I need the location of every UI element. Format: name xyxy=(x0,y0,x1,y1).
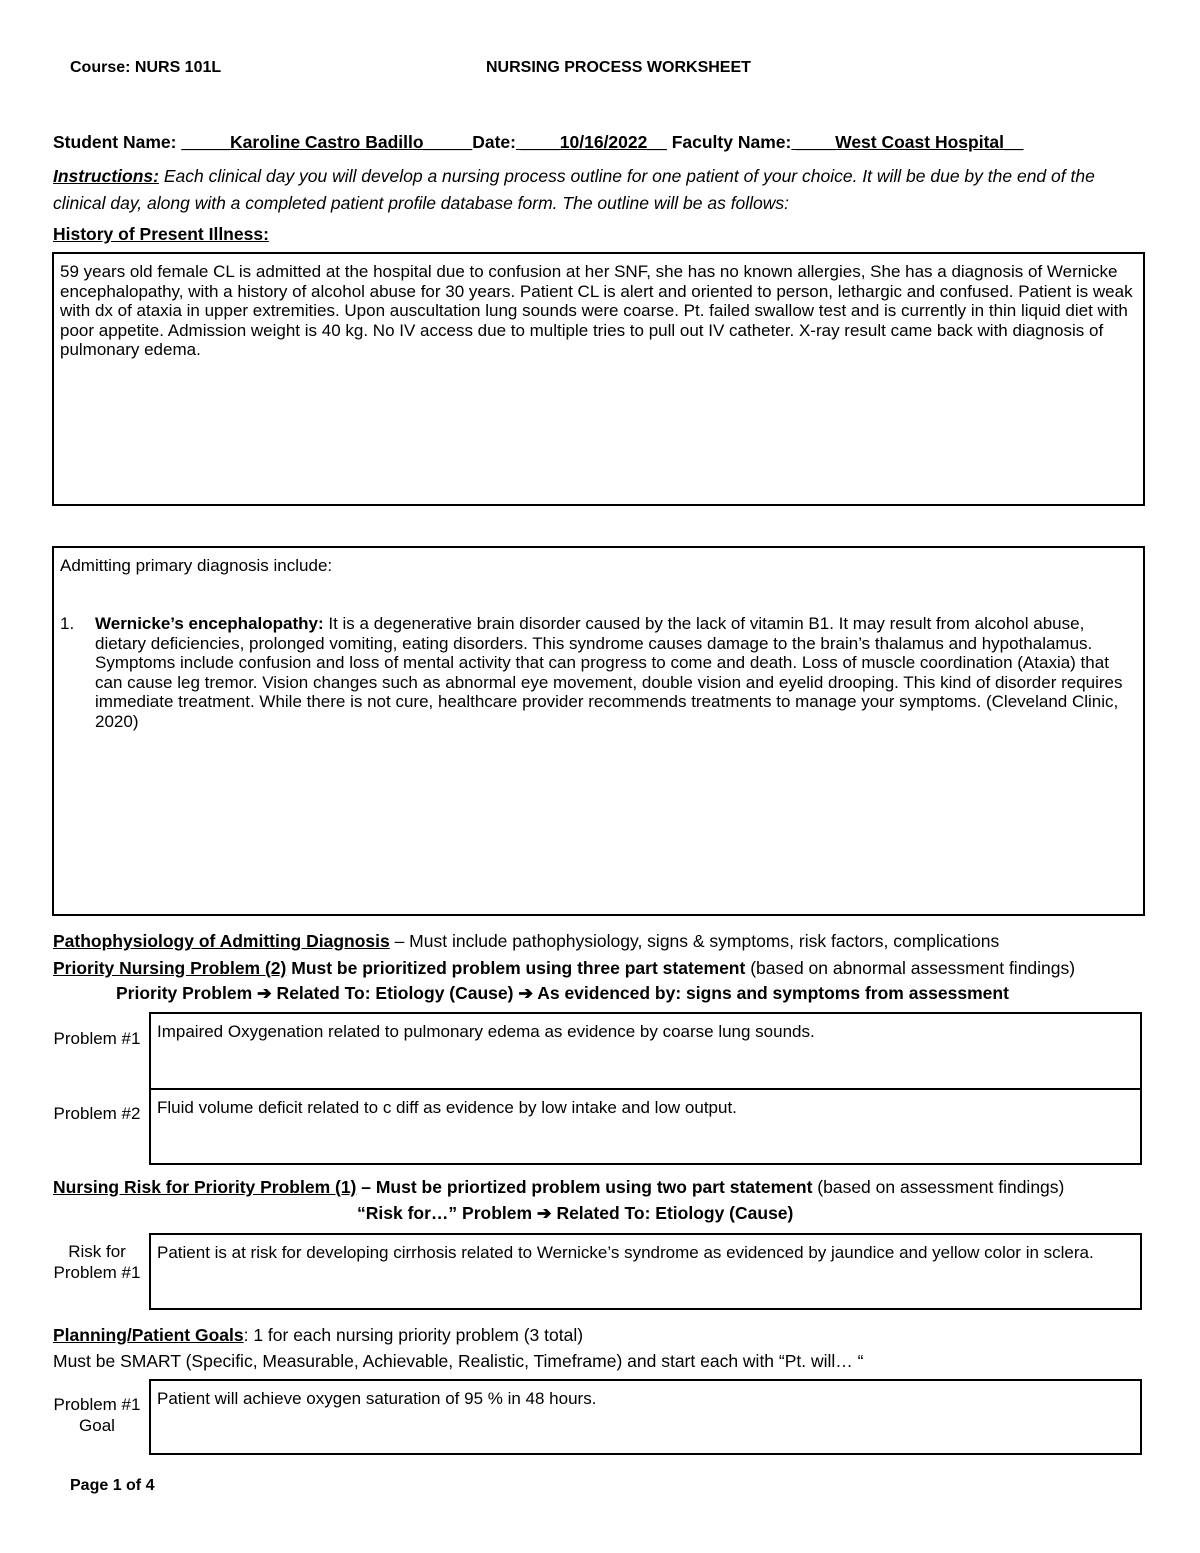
goal-1-label: Problem #1 Goal xyxy=(53,1395,141,1435)
priority-text-bold: Must be prioritized problem using three part statement xyxy=(286,958,746,978)
worksheet-title: NURSING PROCESS WORKSHEET xyxy=(486,59,751,76)
hpi-heading: History of Present Illness: xyxy=(53,224,269,244)
course-label: Course: NURS 101L xyxy=(70,59,222,76)
date-label: Date: xyxy=(472,132,516,152)
problem-1-text: Impaired Oxygenation related to pulmonary edema as evidence by coarse lung sounds. xyxy=(157,1022,815,1041)
risk-text-bold: – Must be priortized problem using two part statement xyxy=(356,1177,813,1197)
priority-heading: Priority Nursing Problem (2) xyxy=(53,958,287,978)
problem-2-box xyxy=(149,1088,1142,1165)
arrow-right-icon: ➔ xyxy=(257,983,272,1003)
instructions xyxy=(53,163,1133,217)
problem-2-label: Problem #2 xyxy=(53,1104,141,1123)
problem-2-text: Fluid volume deficit related to c diff as evidence by low intake and low output. xyxy=(157,1098,737,1117)
hpi-box xyxy=(52,252,1145,506)
risk-format-line: “Risk for…” Problem ➔ Related To: Etiology (Cause) xyxy=(357,1203,794,1223)
risk-1-box xyxy=(149,1233,1142,1310)
goal-1-text: Patient will achieve oxygen saturation of 95 % in 48 hours. xyxy=(157,1389,597,1408)
student-info-line: Student Name: _____Karoline Castro Badillo_____Date: ____10/16/2022__ Faculty Name: ____West Coast Hospital__ xyxy=(53,132,1024,152)
problem-1-box xyxy=(149,1012,1142,1090)
priority-text-plain: (based on abnormal assessment findings) xyxy=(745,958,1076,978)
patho-text: – Must include pathophysiology, signs & symptoms, risk factors, complications xyxy=(389,931,1000,951)
patho-line xyxy=(53,931,999,952)
risk-heading: Nursing Risk for Priority Problem (1) xyxy=(53,1177,357,1197)
risk-1-text: Patient is at risk for developing cirrhosis related to Wernicke’s syndrome as evidenced by jaundice and yellow color in sclera. xyxy=(157,1243,1094,1262)
faculty-name-label: Faculty Name: xyxy=(666,132,792,152)
arrow-right-icon: ➔ xyxy=(536,1203,552,1223)
hpi-text: 59 years old female CL is admitted at the hospital due to confusion at her SNF, she has no known allergies, She has a diagnosis of Wernicke encephalopathy, with a history of alcohol abuse for 30 years. Patient CL is alert and oriented to person, lethargic and confused. Patient is weak with dx of ataxia in upper extremities. Upon auscultation lung sounds were coarse. Pt. failed swallow test and is currently in thin liquid diet with poor appetite. Admission weight is 40 kg. No IV access due to multiple tries to pull out IV catheter. X-ray result came back with diagnosis of pulmonary edema. xyxy=(60,262,1133,359)
goal-1-box xyxy=(149,1379,1142,1455)
faculty-name-value: West Coast Hospital xyxy=(835,132,1004,152)
diagnosis-item-number: 1. xyxy=(60,614,75,633)
page-number: Page 1 of 4 xyxy=(70,1477,155,1494)
planning-smart: Must be SMART (Specific, Measurable, Achievable, Realistic, Timeframe) and start each with “Pt. will… “ xyxy=(53,1351,864,1371)
problem-1-label: Problem #1 xyxy=(53,1029,141,1048)
date-value: 10/16/2022 xyxy=(559,132,648,152)
diagnosis-item xyxy=(95,614,1138,731)
diagnosis-box xyxy=(52,546,1145,916)
student-name-label: Student Name: xyxy=(53,132,177,152)
priority-line xyxy=(53,958,1075,979)
diagnosis-description: It is a degenerative brain disorder caused by the lack of vitamin B1. It may result from alcohol abuse, dietary deficiencies, prolonged vomiting, eating disorders. This syndrome causes damage to the brain’s thalamus and hypothalamus. Symptoms include confusion and loss of mental activity that can progress to come and death. Loss of muscle coordination (Ataxia) that can cause leg tremor. Vision changes such as abnormal eye movement, double vision and eyelid drooping. This kind of disorder requires immediate treatment. While there is not cure, healthcare provider recommends treatments to manage your symptoms. (Cleveland Clinic, 2020) xyxy=(95,614,1123,731)
planning-text: : 1 for each nursing priority problem (3 total) xyxy=(243,1325,584,1345)
risk-text-plain: (based on assessment findings) xyxy=(812,1177,1065,1197)
arrow-right-icon: ➔ xyxy=(518,983,533,1003)
planning-heading: Planning/Patient Goals xyxy=(53,1325,244,1345)
risk-1-label: Risk for Problem #1 xyxy=(53,1242,141,1282)
student-name-value: Karoline Castro Badillo xyxy=(230,132,424,152)
instructions-text: Each clinical day you will develop a nursing process outline for one patient of your choice. It will be due by the end of the clinical day, along with a completed patient profile database form. The outline will be as follows: xyxy=(53,166,1095,213)
instructions-label: Instructions: xyxy=(53,166,159,186)
risk-line xyxy=(53,1177,1064,1198)
planning-line xyxy=(53,1325,583,1346)
patho-heading: Pathophysiology of Admitting Diagnosis xyxy=(53,931,390,951)
diagnosis-intro: Admitting primary diagnosis include: xyxy=(60,556,333,575)
diagnosis-term: Wernicke’s encephalopathy: xyxy=(95,614,324,633)
priority-format-line: Priority Problem ➔ Related To: Etiology (Cause) ➔ As evidenced by: signs and symptoms from assessment xyxy=(116,983,1009,1003)
